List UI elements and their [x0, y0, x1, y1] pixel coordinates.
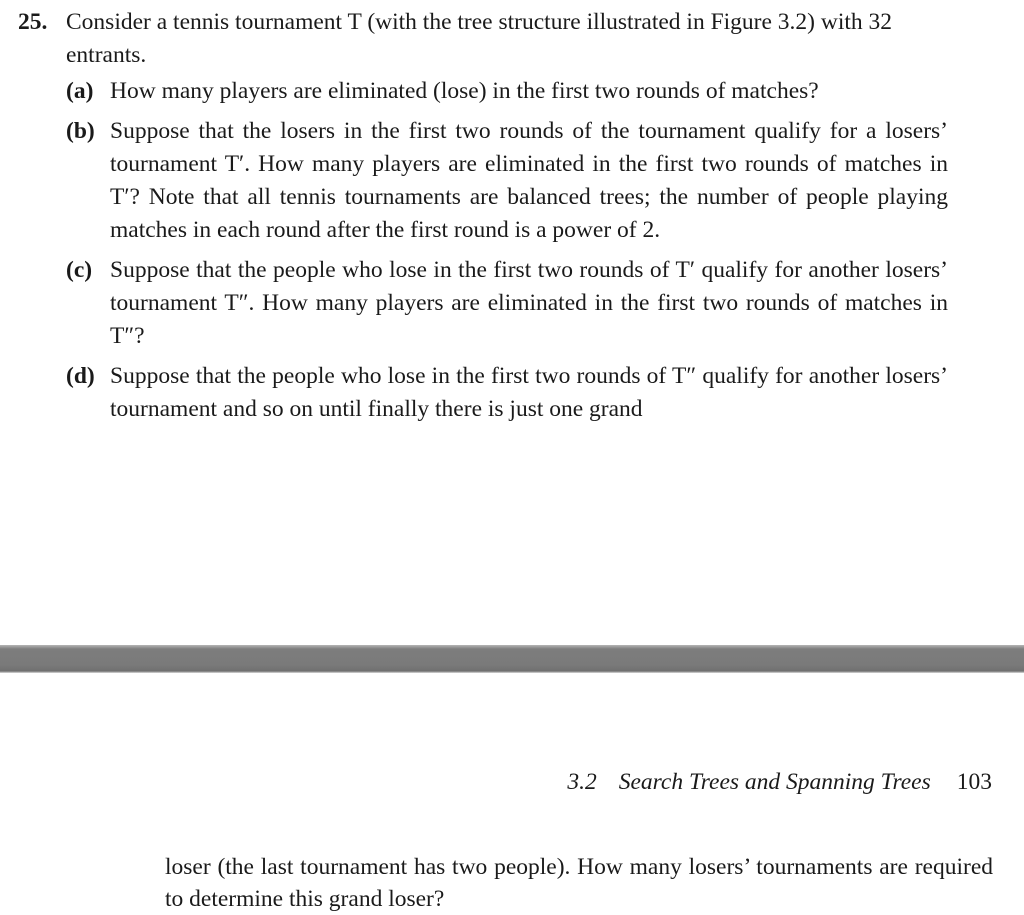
part-label: (d) [66, 363, 95, 389]
part-label: (a) [66, 78, 94, 104]
part-label: (b) [66, 118, 95, 144]
part-b [66, 115, 948, 247]
part-text: Suppose that the people who lose in the first two rounds of T′ qualify for another losers’ tournament T″. How many players are eliminated in the first two rounds of matches in T″? [110, 257, 948, 349]
problem-number: 25. [18, 9, 48, 35]
part-d [66, 360, 948, 426]
page-number: 103 [956, 769, 992, 795]
running-head [567, 769, 992, 796]
section-title: Search Trees and Spanning Trees [618, 769, 931, 795]
section-number: 3.2 [567, 769, 597, 795]
part-text: Suppose that the losers in the first two rounds of the tournament qualify for a losers’ tournament T′. How many players are eliminated in the first two rounds of matches in T′? Note that all tennis tournaments are balanced trees; the number of people playing matches in each round after the first round is a power of 2. [110, 118, 948, 243]
part-label: (c) [66, 257, 93, 283]
part-text: Suppose that the people who lose in the first two rounds of T″ qualify for another losers’ tournament and so on until finally there is just one grand [110, 363, 948, 422]
part-c [66, 254, 948, 353]
continuation-text: loser (the last tournament has two people). How many losers’ tournaments are required to determine this grand loser? [165, 854, 993, 912]
problem-25 [18, 6, 948, 433]
problem-stem: Consider a tennis tournament T (with the tree structure illustrated in Figure 3.2) with 32 entrants. [66, 9, 893, 68]
page-bottom [0, 673, 1024, 911]
part-text: How many players are eliminated (lose) in the first two rounds of matches? [110, 78, 819, 104]
problem-header [18, 6, 948, 72]
page-divider [0, 645, 1024, 673]
problem-parts [18, 75, 948, 426]
part-a [66, 75, 948, 108]
